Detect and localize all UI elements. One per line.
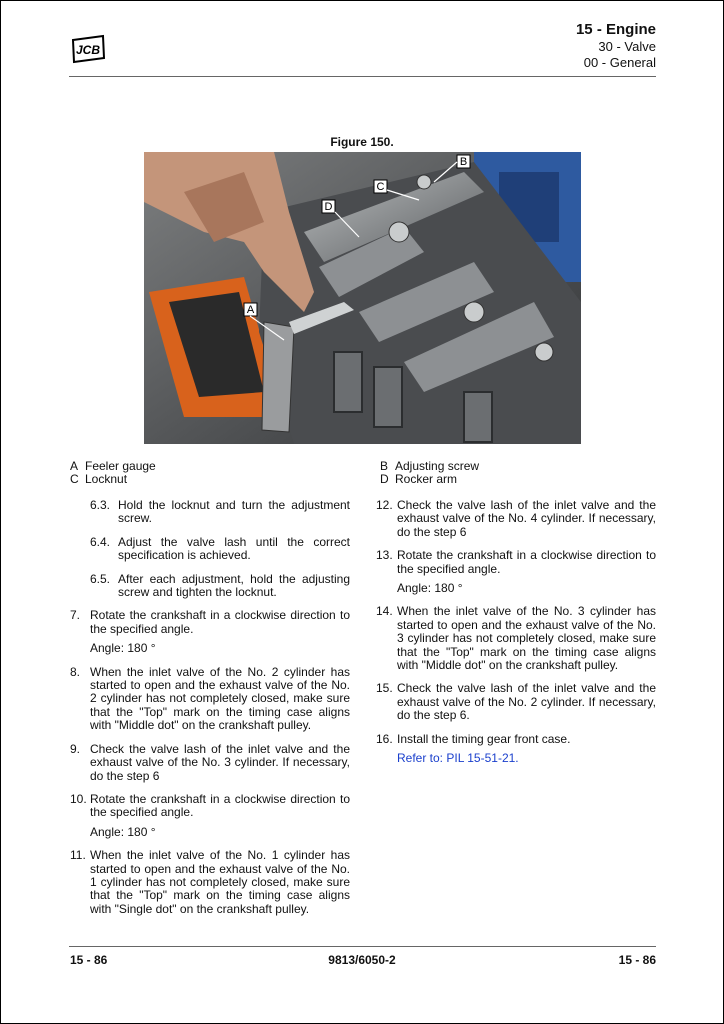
step-6-3: 6.3. Hold the locknut and turn the adjustment screw. bbox=[90, 498, 350, 526]
step-6-5: 6.5. After each adjustment, hold the adjusting screw and tighten the locknut. bbox=[90, 571, 350, 600]
footer-doc-number: 9813/6050-2 bbox=[328, 953, 396, 967]
subsection-title: 30 - Valve bbox=[598, 39, 656, 54]
legend-right bbox=[380, 460, 479, 486]
left-column bbox=[70, 499, 350, 926]
footer-rule bbox=[69, 946, 656, 947]
step-11: 11. When the inlet valve of the No. 1 cylinder has started to open and the exhaust valve of the No. 1 cylinder has not completely closed, make sure that the "Top" mark on the timing case aligns with "Single dot" on the crankshaft pulley. bbox=[70, 848, 350, 916]
header-rule bbox=[69, 76, 656, 77]
callout-c: C bbox=[376, 181, 385, 193]
step-10: 10. Rotate the crankshaft in a clockwise direction to the specified angle. Angle: 180 ° bbox=[70, 791, 350, 839]
step-15: 15. Check the valve lash of the inlet valve and the exhaust valve of the No. 2 cylinder. If necessary, do the step 6. bbox=[376, 681, 656, 723]
jcb-logo bbox=[70, 34, 106, 64]
footer-page-right: 15 - 86 bbox=[618, 953, 656, 967]
legend-item-c: C Locknut bbox=[70, 472, 128, 486]
figure-title: Figure 150. bbox=[330, 135, 394, 149]
step-9: 9. Check the valve lash of the inlet valve and the exhaust valve of the No. 3 cylinder. If necessary, do the step 6 bbox=[70, 741, 350, 783]
step-13: 13. Rotate the crankshaft in a clockwise direction to the specified angle. Angle: 180 ° bbox=[376, 548, 656, 596]
legend-item-b: B Adjusting screw bbox=[380, 459, 480, 473]
subsubsection-title: 00 - General bbox=[583, 55, 656, 70]
legend-item-a: A Feeler gauge bbox=[70, 459, 156, 473]
step-13-angle: Angle: 180 ° bbox=[397, 581, 463, 596]
step-7-angle: Angle: 180 ° bbox=[90, 641, 156, 656]
callout-d: D bbox=[324, 201, 333, 213]
step-10-angle: Angle: 180 ° bbox=[90, 824, 156, 839]
step-16: 16. Install the timing gear front case. Refer to: PIL 15-51-21. bbox=[376, 733, 656, 766]
reference-link[interactable]: Refer to: PIL 15-51-21. bbox=[397, 751, 519, 766]
step-8: 8. When the inlet valve of the No. 2 cylinder has started to open and the exhaust valve of the No. 2 cylinder has not completely closed, make sure that the "Top" mark on the timing case aligns with "Middle dot" on the crankshaft pulley. bbox=[70, 664, 350, 733]
section-title: 15 - Engine bbox=[575, 21, 656, 38]
step-14: 14. When the inlet valve of the No. 3 cylinder has started to open and the exhaust valve of the No. 3 cylinder has not completely closed, make sure that the "Top" mark on the timing case aligns with "Middle dot" on the crankshaft pulley. bbox=[376, 604, 656, 673]
figure-photo bbox=[144, 152, 581, 444]
step-6-4: 6.4. Adjust the valve lash until the correct specification is achieved. bbox=[90, 534, 350, 563]
callout-a: A bbox=[246, 304, 255, 316]
footer-page-left: 15 - 86 bbox=[70, 953, 108, 967]
callout-b: B bbox=[459, 156, 468, 168]
legend-left bbox=[70, 460, 156, 486]
right-column bbox=[376, 499, 656, 776]
page-header bbox=[576, 20, 656, 71]
step-7: 7. Rotate the crankshaft in a clockwise direction to the specified angle. Angle: 180 ° bbox=[70, 608, 350, 656]
legend-item-d: D Rocker arm bbox=[380, 472, 458, 486]
logo-text: JCB bbox=[75, 43, 101, 57]
step-12: 12. Check the valve lash of the inlet valve and the exhaust valve of the No. 4 cylinder. If necessary, do the step 6 bbox=[376, 498, 656, 539]
